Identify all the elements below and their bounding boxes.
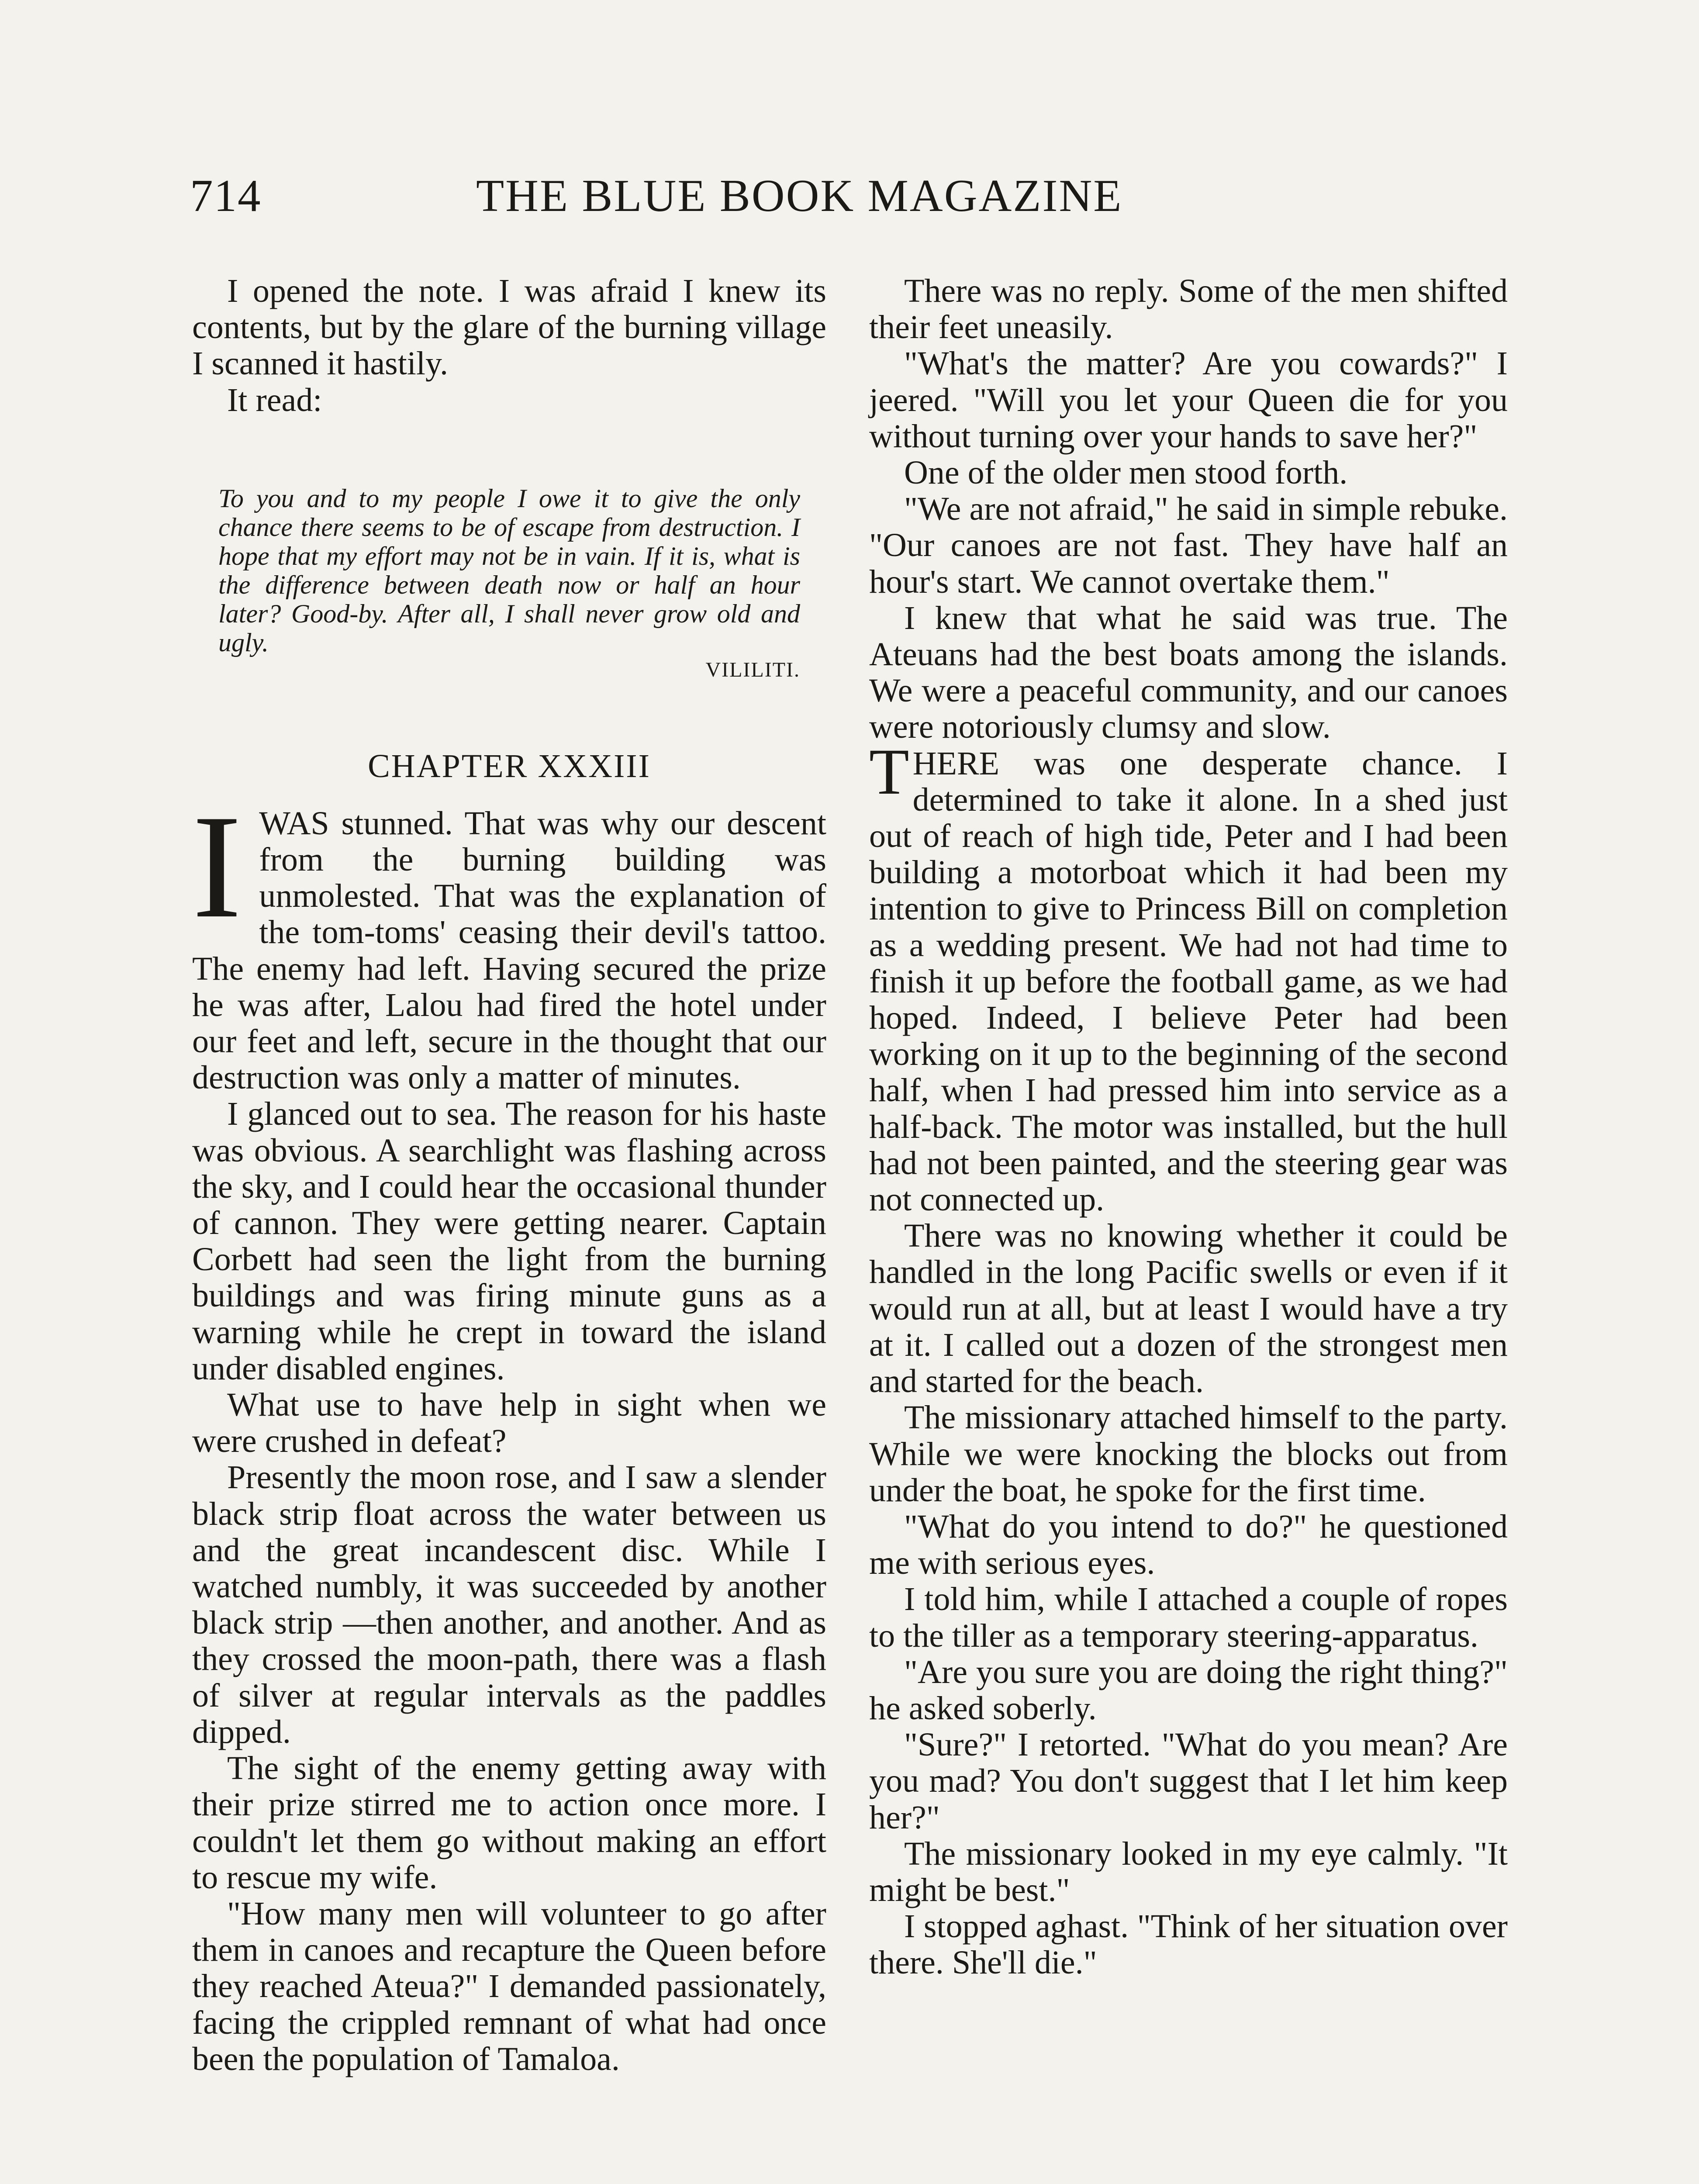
paragraph: I knew that what he said was true. The Ateuans had the best boats among the islands. We were a peaceful community, and our canoes were notoriously clumsy and slow.	[869, 599, 1508, 746]
paragraph: It read:	[227, 381, 322, 418]
paragraph: "We are not afraid," he said in simple rebuke. "Our canoes are not fast. They have half an hour's start. We cannot overtake them."	[869, 491, 1508, 600]
right-column	[869, 273, 1508, 1981]
drop-cap: T	[869, 735, 909, 808]
paragraph-text: HERE was one desperate chance. I determined to take it alone. In a shed just out of reach of high tide, Peter and I had been building a motorboat which it had been my intention to give to Princess Bill on completion as a wedding present. We had not had time to finish it up before the football game, as we had hoped. Indeed, I believe Peter had been working on it up to the beginning of the second half, when I had pressed him into service as a half-back. The motor was installed, but the hull had not been painted, and the steering gear was not connected up.	[869, 745, 1508, 1218]
paragraph: "How many men will volunteer to go after them in canoes and recapture the Queen before they reached Ateua?" I demanded passionately, facing the crippled remnant of what had once been the population of Tamaloa.	[192, 1895, 826, 2077]
paragraph: "What do you intend to do?" he questioned me with serious eyes.	[869, 1508, 1508, 1582]
chapter-heading: CHAPTER XXXIII	[368, 747, 651, 784]
paragraph: I told him, while I attached a couple of ropes to the tiller as a temporary steering-apparatus.	[869, 1581, 1508, 1654]
section-opening-paragraph	[869, 735, 1508, 1218]
paragraph: The missionary attached himself to the party. While we were knocking the blocks out from under the boat, he spoke for the first time.	[869, 1399, 1508, 1509]
quoted-letter: To you and to my people I owe it to give the only chance there seems to be of escape from destruction. I hope that my effort may not be in vain. If it is, what is the difference between death now or half an hour later? Good-by. After all, I shall never grow old and ugly.	[218, 484, 800, 657]
letter-signature: VILILITI.	[705, 658, 800, 681]
paragraph: The missionary looked in my eye calmly. "It might be best."	[869, 1835, 1508, 1908]
paragraph: I opened the note. I was afraid I knew its contents, but by the glare of the burning village I scanned it hastily.	[192, 273, 826, 382]
paragraph: There was no reply. Some of the men shifted their feet uneasily.	[869, 273, 1508, 346]
paragraph: "Sure?" I retorted. "What do you mean? Are you mad? You don't suggest that I let him keep her?"	[869, 1726, 1508, 1836]
left-column	[192, 273, 826, 2077]
paragraph: I glanced out to sea. The reason for his haste was obvious. A searchlight was flashing across the sky, and I could hear the occasional thunder of cannon. They were getting nearer. Captain Corbett had seen the light from the burning buildings and was firing minute guns as a warning while he crept in toward the island under disabled engines.	[192, 1095, 826, 1387]
drop-cap: I	[192, 784, 242, 949]
page-number: 714	[190, 170, 262, 221]
paragraph: What use to have help in sight when we were crushed in defeat?	[192, 1386, 826, 1460]
paragraph: The sight of the enemy getting away with their prize stirred me to action once more. I couldn't let them go without making an effort to rescue my wife.	[192, 1750, 826, 1896]
paragraph: There was no knowing whether it could be handled in the long Pacific swells or even if it would run at all, but at least I would have a try at it. I called out a dozen of the strongest men and started for the beach.	[869, 1217, 1508, 1400]
paragraph: "What's the matter? Are you cowards?" I jeered. "Will you let your Queen die for you without turning over your hands to save her?"	[869, 345, 1508, 455]
paragraph: I stopped aghast. "Think of her situation over there. She'll die."	[869, 1908, 1508, 1981]
running-head: THE BLUE BOOK MAGAZINE	[476, 170, 1123, 221]
paragraph: One of the older men stood forth.	[904, 454, 1348, 491]
paragraph: Presently the moon rose, and I saw a slender black strip float across the water between us and the great incandescent disc. While I watched numbly, it was succeeded by another black strip —then another, and another. And as they crossed the moon-path, there was a flash of silver at regular intervals as the paddles dipped.	[192, 1459, 826, 1750]
paragraph: "Are you sure you are doing the right thing?" he asked soberly.	[869, 1653, 1508, 1727]
chapter-opening-paragraph	[192, 784, 826, 1096]
paragraph-text: WAS stunned. That was why our descent from the burning building was unmolested. That was the explanation of the tom-toms' ceasing their devil's tattoo. The enemy had left. Having secured the prize he was after, Lalou had fired the hotel under our feet and left, secure in the thought that our destruction was only a matter of minutes.	[192, 805, 826, 1096]
